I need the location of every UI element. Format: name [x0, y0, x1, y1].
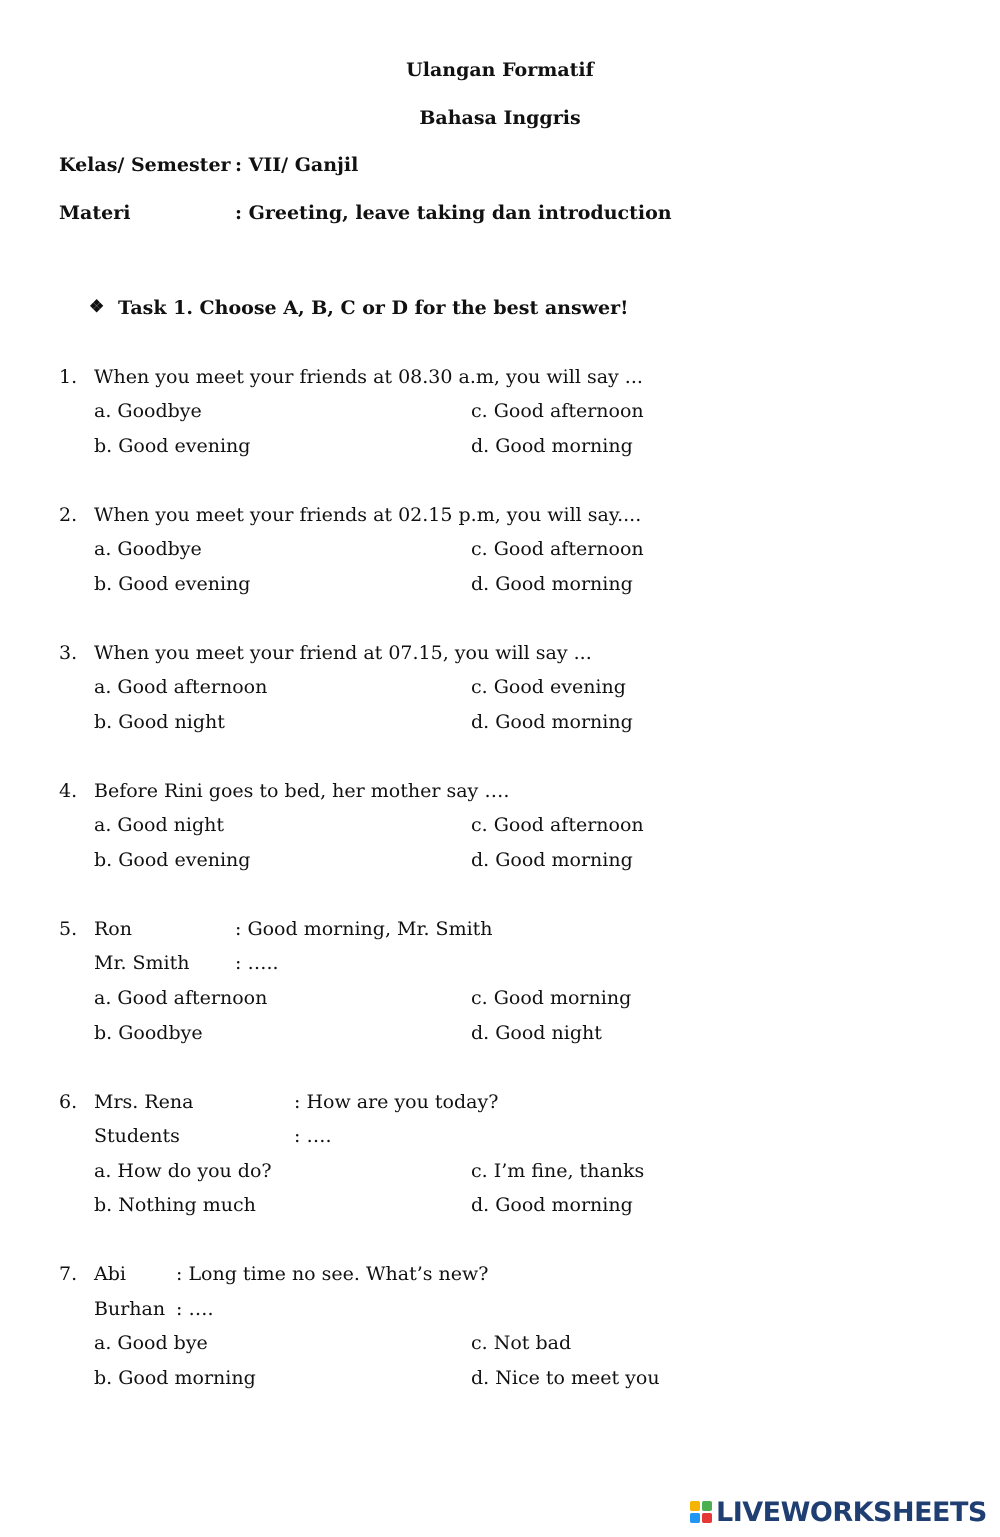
dialogue-speaker: Burhan [94, 1298, 166, 1320]
option-d[interactable]: d. Good morning [471, 849, 633, 871]
option-b[interactable]: b. Good evening [94, 849, 251, 871]
option-c[interactable]: c. Good morning [471, 987, 632, 1009]
dialogue-speaker: Mrs. Rena [94, 1091, 194, 1113]
dialogue-line: : Long time no see. What’s new? [176, 1263, 489, 1285]
option-c[interactable]: c. Good afternoon [471, 400, 644, 422]
option-b[interactable]: b. Good evening [94, 435, 251, 457]
dialogue-line: : …. [176, 1298, 214, 1320]
question-number: 5. [59, 918, 78, 940]
page-subtitle: Bahasa Inggris [419, 107, 581, 129]
logo-square-1 [690, 1501, 700, 1511]
question-text: Before Rini goes to bed, her mother say …. [94, 780, 510, 802]
question-number: 1. [59, 366, 78, 388]
question-number: 7. [59, 1263, 78, 1285]
option-d[interactable]: d. Nice to meet you [471, 1367, 660, 1389]
materi-value: : Greeting, leave taking dan introduction [235, 202, 672, 224]
option-b[interactable]: b. Good morning [94, 1367, 256, 1389]
option-d[interactable]: d. Good morning [471, 711, 633, 733]
kelas-value: : VII/ Ganjil [235, 154, 359, 176]
kelas-label: Kelas/ Semester [59, 154, 231, 176]
logo-text: LIVEWORKSHEETS [716, 1496, 987, 1528]
question-number: 4. [59, 780, 78, 802]
option-a[interactable]: a. Goodbye [94, 400, 202, 422]
option-c[interactable]: c. I’m fine, thanks [471, 1160, 645, 1182]
logo-mark-icon [690, 1501, 712, 1523]
dialogue-speaker: Students [94, 1125, 180, 1147]
dialogue-line: : …. [294, 1125, 332, 1147]
question-text: When you meet your friends at 08.30 a.m, you will say ... [94, 366, 643, 388]
option-a[interactable]: a. Good night [94, 814, 225, 836]
option-b[interactable]: b. Goodbye [94, 1022, 203, 1044]
question-number: 2. [59, 504, 78, 526]
task-instruction: Task 1. Choose A, B, C or D for the best answer! [118, 297, 629, 319]
option-a[interactable]: a. Goodbye [94, 538, 202, 560]
liveworksheets-logo [690, 1494, 987, 1530]
option-a[interactable]: a. Good bye [94, 1332, 208, 1354]
option-d[interactable]: d. Good morning [471, 573, 633, 595]
logo-square-2 [702, 1501, 712, 1511]
option-a[interactable]: a. How do you do? [94, 1160, 272, 1182]
option-b[interactable]: b. Good night [94, 711, 225, 733]
dialogue-line: : ….. [235, 952, 279, 974]
materi-label: Materi [59, 202, 131, 224]
dialogue-line: : How are you today? [294, 1091, 499, 1113]
task-bullet-icon: ❖ [89, 297, 105, 317]
option-c[interactable]: c. Not bad [471, 1332, 572, 1354]
logo-square-3 [690, 1513, 700, 1523]
option-a[interactable]: a. Good afternoon [94, 987, 268, 1009]
option-c[interactable]: c. Good evening [471, 676, 626, 698]
page-title: Ulangan Formatif [406, 59, 594, 81]
option-a[interactable]: a. Good afternoon [94, 676, 268, 698]
option-c[interactable]: c. Good afternoon [471, 814, 644, 836]
question-text: When you meet your friends at 02.15 p.m, you will say.... [94, 504, 642, 526]
option-d[interactable]: d. Good morning [471, 435, 633, 457]
option-b[interactable]: b. Good evening [94, 573, 251, 595]
dialogue-speaker: Ron [94, 918, 132, 940]
dialogue-line: : Good morning, Mr. Smith [235, 918, 493, 940]
option-d[interactable]: d. Good morning [471, 1194, 633, 1216]
question-number: 3. [59, 642, 78, 664]
dialogue-speaker: Abi [94, 1263, 126, 1285]
option-c[interactable]: c. Good afternoon [471, 538, 644, 560]
question-number: 6. [59, 1091, 78, 1113]
logo-square-4 [702, 1513, 712, 1523]
dialogue-speaker: Mr. Smith [94, 952, 190, 974]
option-d[interactable]: d. Good night [471, 1022, 602, 1044]
question-text: When you meet your friend at 07.15, you will say ... [94, 642, 592, 664]
option-b[interactable]: b. Nothing much [94, 1194, 256, 1216]
